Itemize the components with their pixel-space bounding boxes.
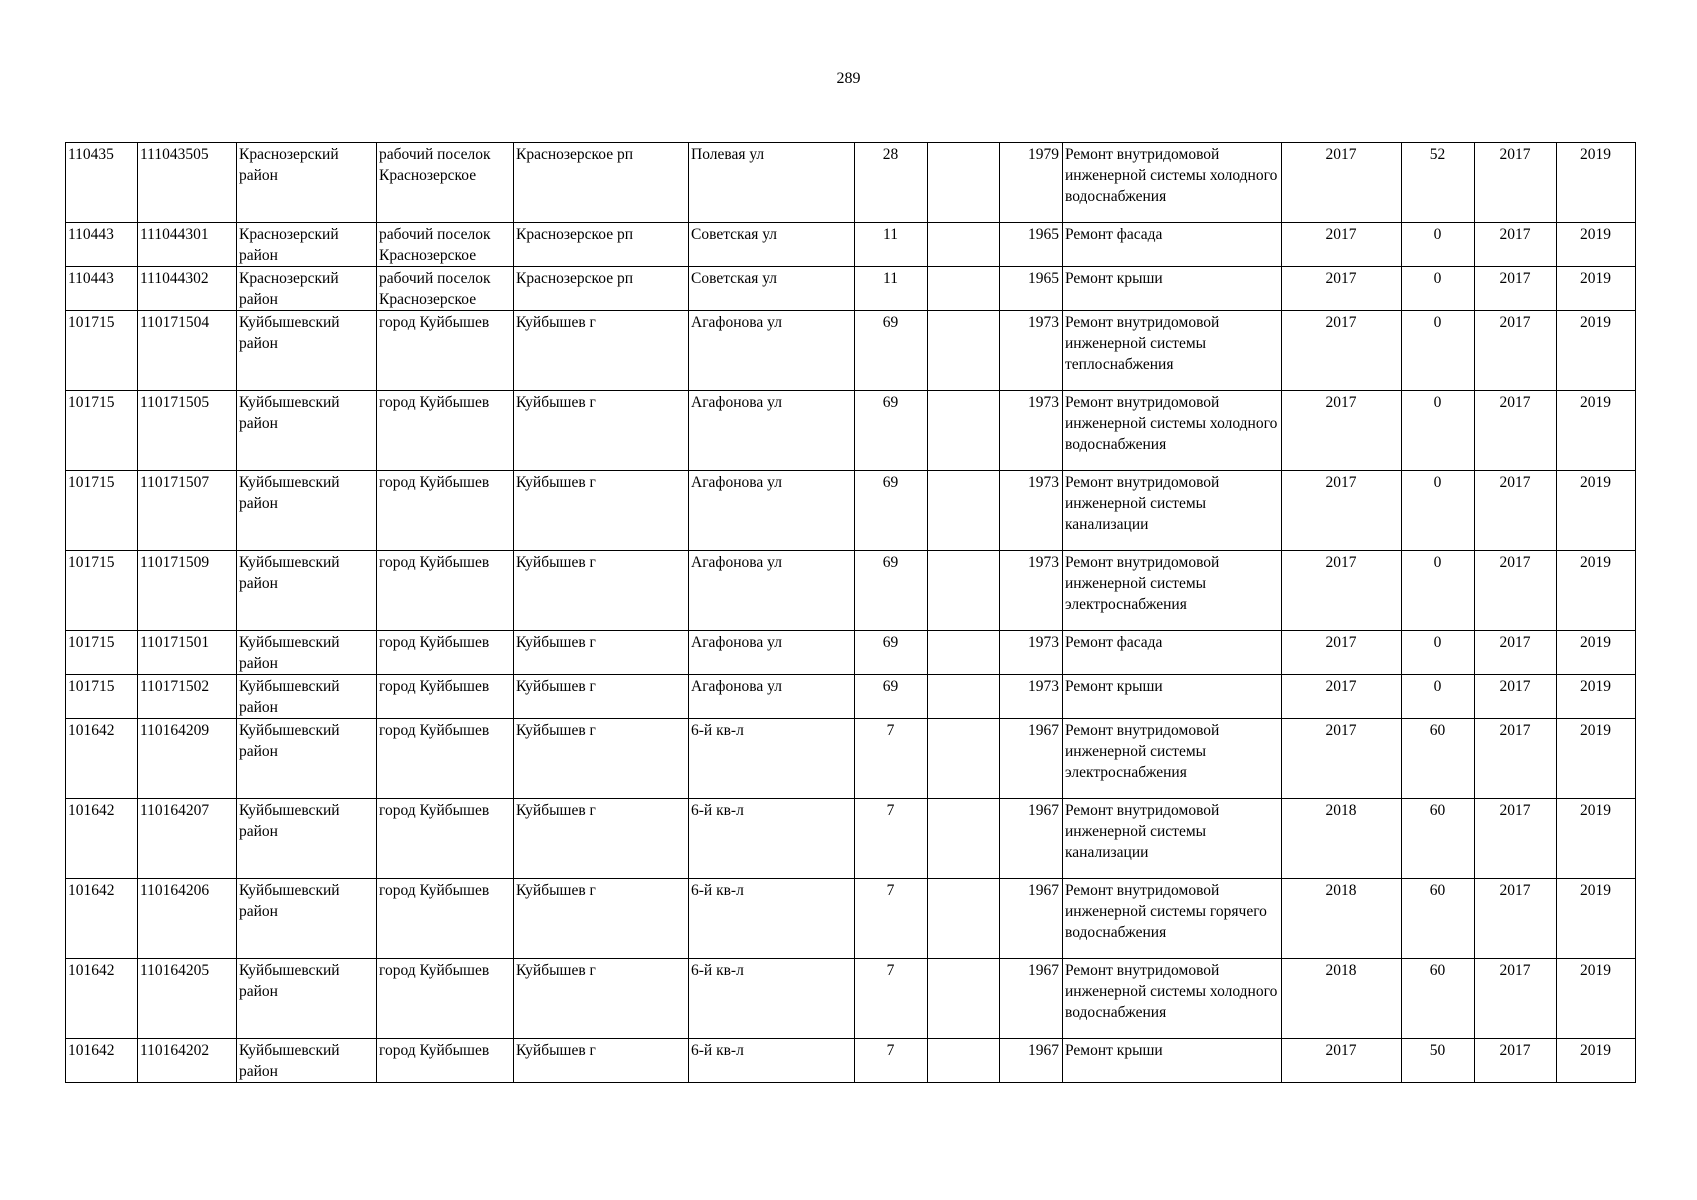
cell-settlement: город Куйбышев <box>377 719 514 799</box>
cell-period-start: 2017 <box>1475 551 1557 631</box>
cell-year-built: 1967 <box>1000 959 1063 1039</box>
cell-building <box>928 631 1000 675</box>
cell-year-built: 1967 <box>1000 879 1063 959</box>
cell-wear-percent: 0 <box>1402 311 1475 391</box>
cell-settlement: город Куйбышев <box>377 675 514 719</box>
cell-work-type: Ремонт внутридомовой инженерной системы электроснабжения <box>1063 551 1282 631</box>
repair-registry-table <box>65 142 1636 1083</box>
cell-district: Куйбышевский район <box>237 879 377 959</box>
cell-house-id: 101715 <box>66 631 138 675</box>
table-row <box>66 879 1636 959</box>
cell-building <box>928 143 1000 223</box>
cell-work-type: Ремонт внутридомовой инженерной системы холодного водоснабжения <box>1063 959 1282 1039</box>
table-row <box>66 267 1636 311</box>
cell-period-end: 2019 <box>1557 267 1636 311</box>
cell-period-end: 2019 <box>1557 675 1636 719</box>
cell-period-start: 2017 <box>1475 1039 1557 1083</box>
cell-building <box>928 471 1000 551</box>
cell-street: Агафонова ул <box>689 311 855 391</box>
cell-building <box>928 675 1000 719</box>
cell-plan-year: 2017 <box>1282 1039 1402 1083</box>
cell-work-code: 111044301 <box>138 223 237 267</box>
cell-settlement: город Куйбышев <box>377 879 514 959</box>
table-row <box>66 311 1636 391</box>
cell-wear-percent: 0 <box>1402 471 1475 551</box>
cell-house-number: 28 <box>855 143 928 223</box>
cell-house-id: 101715 <box>66 311 138 391</box>
cell-year-built: 1979 <box>1000 143 1063 223</box>
cell-street: Агафонова ул <box>689 675 855 719</box>
cell-house-number: 7 <box>855 959 928 1039</box>
cell-house-number: 69 <box>855 311 928 391</box>
cell-locality: Куйбышев г <box>514 799 689 879</box>
cell-wear-percent: 0 <box>1402 223 1475 267</box>
cell-house-number: 7 <box>855 719 928 799</box>
cell-house-number: 7 <box>855 879 928 959</box>
cell-period-start: 2017 <box>1475 675 1557 719</box>
cell-district: Куйбышевский район <box>237 959 377 1039</box>
cell-locality: Краснозерское рп <box>514 223 689 267</box>
cell-house-id: 101642 <box>66 719 138 799</box>
cell-work-code: 110171509 <box>138 551 237 631</box>
cell-work-code: 110171504 <box>138 311 237 391</box>
cell-work-code: 110164209 <box>138 719 237 799</box>
cell-district: Краснозерский район <box>237 223 377 267</box>
cell-locality: Куйбышев г <box>514 959 689 1039</box>
cell-period-start: 2017 <box>1475 471 1557 551</box>
cell-plan-year: 2017 <box>1282 719 1402 799</box>
table-row <box>66 959 1636 1039</box>
cell-period-end: 2019 <box>1557 959 1636 1039</box>
cell-year-built: 1973 <box>1000 631 1063 675</box>
cell-period-start: 2017 <box>1475 959 1557 1039</box>
cell-house-id: 101642 <box>66 799 138 879</box>
cell-house-number: 69 <box>855 551 928 631</box>
cell-work-code: 110171505 <box>138 391 237 471</box>
cell-work-code: 110171507 <box>138 471 237 551</box>
cell-period-start: 2017 <box>1475 631 1557 675</box>
cell-building <box>928 311 1000 391</box>
cell-period-start: 2017 <box>1475 267 1557 311</box>
cell-period-start: 2017 <box>1475 223 1557 267</box>
cell-period-start: 2017 <box>1475 799 1557 879</box>
cell-house-id: 101642 <box>66 879 138 959</box>
cell-wear-percent: 60 <box>1402 879 1475 959</box>
cell-work-type: Ремонт крыши <box>1063 267 1282 311</box>
cell-street: 6-й кв-л <box>689 879 855 959</box>
cell-period-end: 2019 <box>1557 631 1636 675</box>
cell-building <box>928 551 1000 631</box>
cell-year-built: 1967 <box>1000 1039 1063 1083</box>
cell-year-built: 1967 <box>1000 719 1063 799</box>
cell-work-type: Ремонт внутридомовой инженерной системы электроснабжения <box>1063 719 1282 799</box>
cell-plan-year: 2017 <box>1282 311 1402 391</box>
table-row <box>66 223 1636 267</box>
cell-work-type: Ремонт крыши <box>1063 1039 1282 1083</box>
cell-work-code: 110164206 <box>138 879 237 959</box>
cell-locality: Куйбышев г <box>514 719 689 799</box>
table-row <box>66 551 1636 631</box>
cell-settlement: рабочий поселок Краснозерское <box>377 223 514 267</box>
cell-district: Куйбышевский район <box>237 391 377 471</box>
cell-house-number: 69 <box>855 631 928 675</box>
cell-street: Агафонова ул <box>689 551 855 631</box>
cell-district: Куйбышевский район <box>237 719 377 799</box>
cell-building <box>928 879 1000 959</box>
cell-year-built: 1973 <box>1000 391 1063 471</box>
cell-street: Советская ул <box>689 223 855 267</box>
cell-house-id: 110435 <box>66 143 138 223</box>
cell-plan-year: 2017 <box>1282 631 1402 675</box>
cell-period-start: 2017 <box>1475 719 1557 799</box>
cell-period-start: 2017 <box>1475 311 1557 391</box>
cell-work-code: 110164205 <box>138 959 237 1039</box>
cell-house-id: 110443 <box>66 223 138 267</box>
cell-house-id: 101642 <box>66 1039 138 1083</box>
cell-year-built: 1973 <box>1000 471 1063 551</box>
cell-street: Советская ул <box>689 267 855 311</box>
table-row <box>66 799 1636 879</box>
cell-year-built: 1967 <box>1000 799 1063 879</box>
cell-house-number: 69 <box>855 391 928 471</box>
table-row <box>66 675 1636 719</box>
cell-work-code: 111044302 <box>138 267 237 311</box>
cell-year-built: 1973 <box>1000 551 1063 631</box>
cell-plan-year: 2017 <box>1282 143 1402 223</box>
cell-period-end: 2019 <box>1557 551 1636 631</box>
cell-plan-year: 2017 <box>1282 551 1402 631</box>
cell-house-id: 101715 <box>66 471 138 551</box>
cell-period-end: 2019 <box>1557 1039 1636 1083</box>
cell-work-type: Ремонт фасада <box>1063 631 1282 675</box>
cell-street: Агафонова ул <box>689 631 855 675</box>
cell-house-id: 110443 <box>66 267 138 311</box>
cell-house-id: 101715 <box>66 551 138 631</box>
cell-locality: Куйбышев г <box>514 471 689 551</box>
cell-settlement: город Куйбышев <box>377 551 514 631</box>
cell-wear-percent: 0 <box>1402 391 1475 471</box>
cell-district: Куйбышевский район <box>237 799 377 879</box>
cell-plan-year: 2017 <box>1282 471 1402 551</box>
cell-period-start: 2017 <box>1475 391 1557 471</box>
cell-building <box>928 267 1000 311</box>
cell-work-code: 110171502 <box>138 675 237 719</box>
cell-period-end: 2019 <box>1557 311 1636 391</box>
cell-work-type: Ремонт крыши <box>1063 675 1282 719</box>
cell-settlement: город Куйбышев <box>377 959 514 1039</box>
table-row <box>66 631 1636 675</box>
cell-house-number: 69 <box>855 471 928 551</box>
cell-building <box>928 799 1000 879</box>
cell-plan-year: 2018 <box>1282 799 1402 879</box>
cell-year-built: 1965 <box>1000 267 1063 311</box>
cell-work-code: 110164202 <box>138 1039 237 1083</box>
cell-building <box>928 1039 1000 1083</box>
table-row <box>66 719 1636 799</box>
cell-locality: Куйбышев г <box>514 551 689 631</box>
cell-settlement: город Куйбышев <box>377 799 514 879</box>
cell-locality: Краснозерское рп <box>514 267 689 311</box>
cell-district: Куйбышевский район <box>237 471 377 551</box>
cell-period-start: 2017 <box>1475 143 1557 223</box>
cell-year-built: 1973 <box>1000 311 1063 391</box>
cell-work-code: 110164207 <box>138 799 237 879</box>
cell-building <box>928 391 1000 471</box>
cell-house-id: 101715 <box>66 391 138 471</box>
table-row <box>66 391 1636 471</box>
cell-house-number: 69 <box>855 675 928 719</box>
table-row <box>66 471 1636 551</box>
cell-work-type: Ремонт внутридомовой инженерной системы канализации <box>1063 799 1282 879</box>
cell-work-type: Ремонт внутридомовой инженерной системы холодного водоснабжения <box>1063 391 1282 471</box>
cell-period-end: 2019 <box>1557 799 1636 879</box>
cell-wear-percent: 60 <box>1402 959 1475 1039</box>
cell-building <box>928 223 1000 267</box>
cell-period-end: 2019 <box>1557 719 1636 799</box>
cell-work-code: 110171501 <box>138 631 237 675</box>
cell-year-built: 1973 <box>1000 675 1063 719</box>
cell-plan-year: 2017 <box>1282 267 1402 311</box>
table-row <box>66 143 1636 223</box>
page-number: 289 <box>836 70 861 87</box>
cell-street: 6-й кв-л <box>689 719 855 799</box>
cell-locality: Куйбышев г <box>514 631 689 675</box>
cell-wear-percent: 50 <box>1402 1039 1475 1083</box>
cell-plan-year: 2018 <box>1282 879 1402 959</box>
cell-house-number: 11 <box>855 267 928 311</box>
cell-building <box>928 959 1000 1039</box>
cell-street: 6-й кв-л <box>689 1039 855 1083</box>
cell-settlement: город Куйбышев <box>377 391 514 471</box>
cell-year-built: 1965 <box>1000 223 1063 267</box>
cell-locality: Куйбышев г <box>514 879 689 959</box>
cell-district: Куйбышевский район <box>237 1039 377 1083</box>
cell-locality: Куйбышев г <box>514 1039 689 1083</box>
cell-locality: Куйбышев г <box>514 311 689 391</box>
cell-plan-year: 2017 <box>1282 675 1402 719</box>
cell-period-start: 2017 <box>1475 879 1557 959</box>
cell-house-number: 7 <box>855 799 928 879</box>
cell-period-end: 2019 <box>1557 879 1636 959</box>
cell-street: 6-й кв-л <box>689 959 855 1039</box>
cell-house-id: 101715 <box>66 675 138 719</box>
cell-settlement: город Куйбышев <box>377 1039 514 1083</box>
cell-wear-percent: 52 <box>1402 143 1475 223</box>
cell-wear-percent: 60 <box>1402 719 1475 799</box>
cell-street: Полевая ул <box>689 143 855 223</box>
cell-district: Куйбышевский район <box>237 311 377 391</box>
cell-plan-year: 2017 <box>1282 391 1402 471</box>
cell-period-end: 2019 <box>1557 143 1636 223</box>
cell-district: Куйбышевский район <box>237 675 377 719</box>
cell-wear-percent: 0 <box>1402 631 1475 675</box>
cell-house-number: 11 <box>855 223 928 267</box>
cell-building <box>928 719 1000 799</box>
registry-body <box>66 143 1636 1083</box>
cell-work-type: Ремонт внутридомовой инженерной системы теплоснабжения <box>1063 311 1282 391</box>
cell-street: Агафонова ул <box>689 391 855 471</box>
cell-settlement: рабочий поселок Краснозерское <box>377 143 514 223</box>
cell-district: Краснозерский район <box>237 267 377 311</box>
cell-wear-percent: 0 <box>1402 267 1475 311</box>
cell-work-type: Ремонт внутридомовой инженерной системы холодного водоснабжения <box>1063 143 1282 223</box>
cell-work-type: Ремонт фасада <box>1063 223 1282 267</box>
cell-work-type: Ремонт внутридомовой инженерной системы горячего водоснабжения <box>1063 879 1282 959</box>
cell-wear-percent: 0 <box>1402 551 1475 631</box>
cell-plan-year: 2018 <box>1282 959 1402 1039</box>
cell-work-type: Ремонт внутридомовой инженерной системы канализации <box>1063 471 1282 551</box>
cell-period-end: 2019 <box>1557 391 1636 471</box>
cell-locality: Куйбышев г <box>514 675 689 719</box>
cell-house-id: 101642 <box>66 959 138 1039</box>
cell-period-end: 2019 <box>1557 223 1636 267</box>
cell-settlement: город Куйбышев <box>377 311 514 391</box>
cell-locality: Куйбышев г <box>514 391 689 471</box>
cell-work-code: 111043505 <box>138 143 237 223</box>
cell-district: Куйбышевский район <box>237 631 377 675</box>
cell-period-end: 2019 <box>1557 471 1636 551</box>
cell-wear-percent: 0 <box>1402 675 1475 719</box>
cell-settlement: рабочий поселок Краснозерское <box>377 267 514 311</box>
cell-district: Куйбышевский район <box>237 551 377 631</box>
cell-plan-year: 2017 <box>1282 223 1402 267</box>
cell-street: Агафонова ул <box>689 471 855 551</box>
cell-wear-percent: 60 <box>1402 799 1475 879</box>
cell-locality: Краснозерское рп <box>514 143 689 223</box>
cell-street: 6-й кв-л <box>689 799 855 879</box>
cell-house-number: 7 <box>855 1039 928 1083</box>
cell-settlement: город Куйбышев <box>377 631 514 675</box>
cell-settlement: город Куйбышев <box>377 471 514 551</box>
cell-district: Краснозерский район <box>237 143 377 223</box>
table-row <box>66 1039 1636 1083</box>
